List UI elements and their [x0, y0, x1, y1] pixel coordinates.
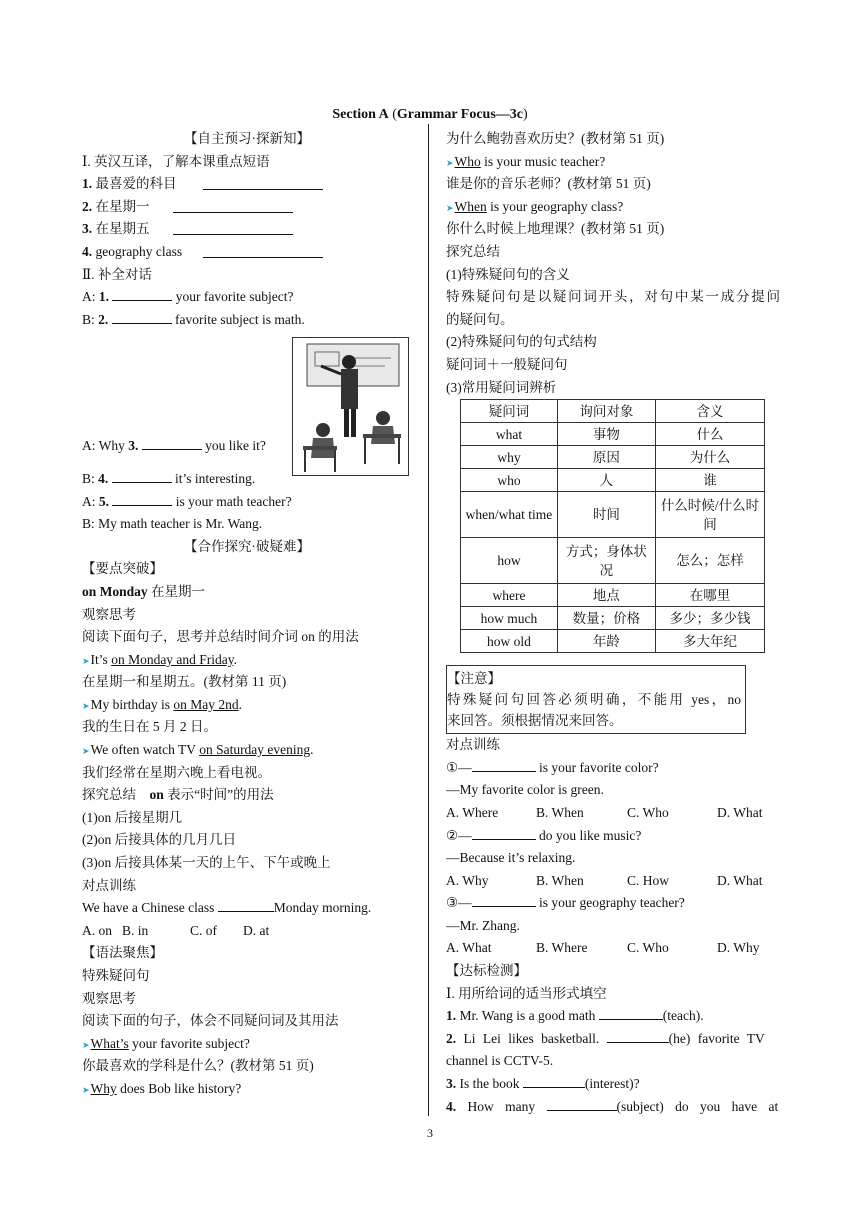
example-sentence: ➤My birthday is on May 2nd.	[82, 696, 243, 712]
answer-blank[interactable]	[472, 893, 536, 907]
observe-label: 观察思考	[82, 990, 136, 1006]
table-cell: why	[461, 446, 558, 469]
table-cell: 怎么；怎样	[655, 538, 764, 584]
answer-blank[interactable]	[547, 1097, 617, 1111]
table-row	[461, 607, 765, 630]
option-a[interactable]: A. Where	[446, 804, 499, 820]
answer-blank[interactable]	[173, 199, 293, 213]
part-heading: Ⅰ. 用所给词的适当形式填空	[446, 985, 607, 1001]
drill-label: 对点训练	[446, 737, 500, 753]
table-header-cell: 询问对象	[557, 400, 655, 423]
table-cell: 方式；身体状况	[557, 538, 655, 584]
drill-answer: —Mr. Zhang.	[446, 917, 520, 933]
answer-blank[interactable]	[523, 1074, 585, 1088]
topic-title: on Monday 在星期一	[82, 583, 206, 599]
option-b[interactable]: B. Where	[536, 940, 588, 956]
table-cell: 事物	[557, 423, 655, 446]
note-text: 特殊疑问句回答必须明确，不能用 yes，no	[447, 692, 741, 708]
drill-label: 对点训练	[82, 877, 136, 893]
summary-title: 探究总结 on 表示“时间”的用法	[82, 787, 274, 803]
table-row	[461, 630, 765, 653]
table-cell: 多大年纪	[655, 630, 764, 653]
example-translation: 你什么时候上地理课？(教材第 51 页)	[446, 221, 665, 237]
note-box	[446, 665, 746, 734]
example-sentence: ➤Who is your music teacher?	[446, 153, 606, 169]
option-d[interactable]: D. at	[243, 922, 270, 938]
column-divider	[428, 124, 429, 1116]
option-b[interactable]: B. When	[536, 804, 584, 820]
table-row	[461, 584, 765, 607]
left-column	[82, 128, 412, 1101]
part-heading: Ⅰ. 英汉互译，了解本课重点短语	[82, 153, 270, 169]
table-header-cell: 疑问词	[461, 400, 558, 423]
option-a[interactable]: A. on	[82, 922, 112, 938]
table-cell: 为什么	[655, 446, 764, 469]
drill-options	[446, 802, 780, 825]
answer-blank[interactable]	[112, 310, 172, 324]
test-item: 3. Is the book (interest)?	[446, 1076, 640, 1092]
summary-item: (3)on 后接具体某一天的上午、下午或晚上	[82, 855, 331, 871]
answer-blank[interactable]	[112, 469, 172, 483]
table-row	[461, 538, 765, 584]
example-translation: 你最喜欢的学科是什么？(教材第 51 页)	[82, 1058, 314, 1074]
table-row	[461, 446, 765, 469]
bullet-arrow-icon: ➤	[82, 700, 90, 711]
dialog-line: B: My math teacher is Mr. Wang.	[82, 516, 263, 532]
option-a[interactable]: A. Why	[446, 872, 489, 888]
table-cell: 谁	[655, 469, 764, 492]
subsection-heading: 【达标检测】	[446, 963, 527, 979]
dialog-line: A: Why 3. you like it?	[82, 438, 266, 454]
option-b[interactable]: B. in	[122, 922, 149, 938]
drill-question: We have a Chinese class Monday morning.	[82, 900, 372, 916]
example-sentence: ➤It’s on Monday and Friday.	[82, 651, 238, 667]
table-row	[461, 423, 765, 446]
option-d[interactable]: D. Why	[717, 940, 760, 956]
bullet-arrow-icon: ➤	[446, 202, 454, 213]
answer-blank[interactable]	[607, 1029, 669, 1043]
bullet-arrow-icon: ➤	[82, 746, 90, 757]
answer-blank[interactable]	[112, 492, 172, 506]
subsection-heading: 【语法聚焦】	[82, 945, 163, 961]
summary-text: 特殊疑问句是以疑问词开头，对句中某一成分提问	[446, 289, 780, 305]
example-sentence: ➤Why does Bob like history?	[82, 1080, 242, 1096]
grammar-title: 特殊疑问句	[82, 968, 150, 983]
option-d[interactable]: D. What	[717, 872, 763, 888]
drill-answer: —Because it’s relaxing.	[446, 850, 576, 866]
phrase-item: 4. geography class	[82, 241, 412, 264]
instruction: 阅读下面句子，思考并总结时间介词 on 的用法	[82, 629, 359, 645]
table-cell: 原因	[557, 446, 655, 469]
bullet-arrow-icon: ➤	[82, 1084, 90, 1095]
example-sentence: ➤When is your geography class?	[446, 198, 624, 214]
table-cell: 什么时候/什么时间	[655, 492, 764, 538]
table-cell: 人	[557, 469, 655, 492]
right-column	[446, 128, 780, 1118]
summary-item: (1)on 后接星期几	[82, 809, 183, 825]
table-cell: how much	[461, 607, 558, 630]
part-heading: Ⅱ. 补全对话	[82, 266, 152, 282]
option-a[interactable]: A. What	[446, 940, 492, 956]
drill-answer: —My favorite color is green.	[446, 782, 604, 798]
answer-blank[interactable]	[142, 436, 202, 450]
instruction: 阅读下面的句子，体会不同疑问词及其用法	[82, 1013, 339, 1029]
example-translation: 为什么鲍勃喜欢历史？(教材第 51 页)	[446, 131, 665, 146]
drill-options	[446, 937, 780, 960]
classroom-drawing	[293, 338, 408, 475]
table-cell: 年龄	[557, 630, 655, 653]
table-row	[461, 469, 765, 492]
page-number: 3	[427, 1126, 433, 1140]
example-sentence: ➤We often watch TV on Saturday evening.	[82, 742, 314, 758]
drill-question: ③— is your geography teacher?	[446, 895, 685, 911]
drill-options	[82, 920, 412, 943]
bullet-arrow-icon: ➤	[82, 1039, 90, 1050]
example-sentence: ➤What’s your favorite subject?	[82, 1035, 250, 1051]
classroom-illustration	[292, 337, 409, 476]
phrase-item: 2. 在星期一	[82, 196, 412, 219]
table-cell: 什么	[655, 423, 764, 446]
example-translation: 我们经常在星期六晚上看电视。	[82, 764, 271, 780]
option-c[interactable]: C. Who	[627, 940, 669, 956]
dialog-line: B: 4. it’s interesting.	[82, 470, 256, 486]
answer-blank[interactable]	[472, 758, 536, 772]
answer-blank[interactable]	[112, 287, 172, 301]
summary-text: 疑问词＋一般疑问句	[446, 356, 568, 372]
answer-blank[interactable]	[203, 176, 323, 190]
option-c[interactable]: C. of	[190, 922, 217, 938]
drill-question: ①— is your favorite color?	[446, 759, 659, 775]
bullet-arrow-icon: ➤	[446, 157, 454, 168]
table-cell: 地点	[557, 584, 655, 607]
test-item-continuation: channel is CCTV-5.	[446, 1053, 554, 1069]
test-item: 1. Mr. Wang is a good math (teach).	[446, 1008, 704, 1024]
summary-item: (1)特殊疑问句的含义	[446, 266, 570, 282]
phrase-item: 3. 在星期五	[82, 218, 412, 241]
page-title: Section A (Grammar Focus—3c)	[332, 107, 528, 122]
table-header-cell: 含义	[655, 400, 764, 423]
note-heading: 【注意】	[447, 671, 501, 687]
option-b[interactable]: B. When	[536, 872, 584, 888]
example-translation: 在星期一和星期五。(教材第 11 页)	[82, 674, 287, 690]
note-text: 来回答。须根据情况来回答。	[447, 713, 623, 729]
summary-title: 探究总结	[446, 243, 500, 259]
table-cell: when/what time	[461, 492, 558, 538]
table-row	[461, 492, 765, 538]
option-d[interactable]: D. What	[717, 804, 763, 820]
observe-label: 观察思考	[82, 606, 136, 622]
dialog-line: A: 5. is your math teacher?	[82, 493, 292, 509]
answer-blank[interactable]	[218, 898, 274, 912]
answer-blank[interactable]	[599, 1006, 663, 1020]
table-cell: 在哪里	[655, 584, 764, 607]
table-cell: how	[461, 538, 558, 584]
summary-text: 的疑问句。	[446, 311, 514, 327]
test-item: 2. Li Lei likes basketball. (he) favorite TV	[446, 1030, 765, 1046]
table-cell: 时间	[557, 492, 655, 538]
summary-item: (2)on 后接具体的几月几日	[82, 832, 237, 848]
drill-options	[446, 870, 780, 893]
section-heading: 【自主预习·探新知】	[184, 131, 310, 146]
answer-blank[interactable]	[173, 221, 293, 235]
table-header-row	[461, 400, 765, 423]
dialog-line: B: 2. favorite subject is math.	[82, 311, 305, 327]
example-translation: 谁是你的音乐老师？(教材第 51 页)	[446, 176, 651, 192]
subsection-heading: 【要点突破】	[82, 561, 163, 577]
table-cell: what	[461, 423, 558, 446]
summary-item: (2)特殊疑问句的句式结构	[446, 334, 597, 350]
table-cell: 多少；多少钱	[655, 607, 764, 630]
answer-blank[interactable]	[472, 826, 536, 840]
example-translation: 我的生日在 5 月 2 日。	[82, 719, 217, 735]
option-c[interactable]: C. How	[627, 872, 670, 888]
section-heading: 【合作探究·破疑难】	[184, 538, 310, 554]
option-c[interactable]: C. Who	[627, 804, 669, 820]
table-cell: how old	[461, 630, 558, 653]
question-word-table	[460, 399, 765, 653]
drill-question: ②— do you like music?	[446, 827, 642, 843]
test-item: 4. How many (subject) do you have at	[446, 1098, 779, 1114]
answer-blank[interactable]	[203, 244, 323, 258]
summary-item: (3)常用疑问词辨析	[446, 379, 557, 395]
phrase-item: 1. 最喜爱的科目	[82, 173, 412, 196]
table-cell: who	[461, 469, 558, 492]
dialog-line: A: 1. your favorite subject?	[82, 289, 294, 305]
table-cell: where	[461, 584, 558, 607]
table-cell: 数量；价格	[557, 607, 655, 630]
bullet-arrow-icon: ➤	[82, 655, 90, 666]
